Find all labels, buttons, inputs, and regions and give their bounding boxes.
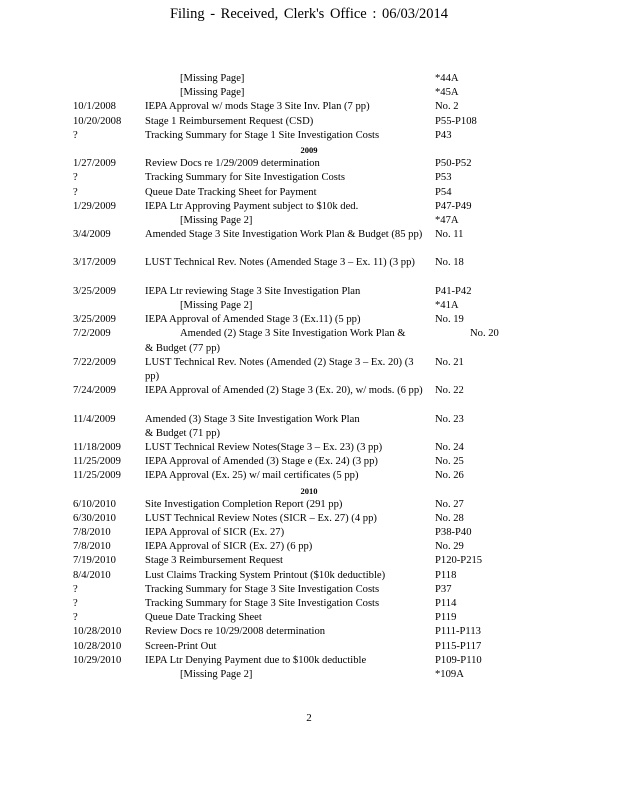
entry-description (180, 214, 465, 228)
entry-description (145, 611, 430, 625)
entry-reference: P37 (435, 583, 452, 595)
entry-date: 1/29/2009 (73, 200, 116, 212)
entry-description-text: IEPA Approval of Amended Stage 3 (Ex.11) (5 pp) (145, 314, 361, 326)
index-entry (0, 526, 618, 540)
entry-description (145, 186, 430, 200)
entry-reference: No. 19 (435, 314, 464, 326)
entry-reference: No. 2 (435, 101, 459, 113)
entry-description-text: Amended (3) Stage 3 Site Investigation Work Plan (145, 413, 360, 425)
entry-reference: No. 18 (435, 257, 464, 269)
entry-reference: No. 25 (435, 456, 464, 468)
entry-date: 3/25/2009 (73, 314, 116, 326)
entry-date: 7/22/2009 (73, 356, 116, 368)
entry-date: 10/28/2010 (73, 626, 122, 638)
entry-date: 3/4/2009 (73, 229, 111, 241)
entry-description-text: Tracking Summary for Site Investigation Costs (145, 172, 345, 184)
entry-description-text: Review Docs re 10/29/2008 determination (145, 626, 326, 638)
entry-date: 6/30/2010 (73, 512, 116, 524)
index-entry (0, 157, 618, 171)
index-entry (0, 115, 618, 129)
entry-description (145, 469, 430, 483)
entry-date: ? (73, 583, 78, 595)
year-label: 2009 (300, 144, 318, 155)
entry-reference: P115-P117 (435, 640, 482, 652)
entry-description (145, 100, 430, 114)
entry-description (145, 413, 430, 441)
year-heading (0, 484, 618, 498)
entry-reference: P41-P42 (435, 285, 472, 297)
entry-reference: No. 22 (435, 385, 464, 397)
entry-description-text: [Missing Page] (180, 73, 245, 84)
entry-description-text: LUST Technical Rev. Notes (Amended (2) Stage 3 – Ex. 20) (3 pp) (145, 356, 414, 382)
entry-description (145, 157, 430, 171)
entry-reference: No. 21 (435, 356, 464, 368)
entry-description (145, 526, 430, 540)
entry-date: 10/1/2008 (73, 101, 116, 113)
entry-description (145, 569, 430, 583)
entry-date: ? (73, 129, 78, 141)
index-entry (0, 214, 618, 228)
entry-description-text: Review Docs re 1/29/2009 determination (145, 158, 320, 170)
entry-date: 3/17/2009 (73, 257, 116, 269)
index-entry (0, 129, 618, 143)
index-entry (0, 86, 618, 100)
entry-date: 7/24/2009 (73, 385, 116, 397)
entry-description-text: IEPA Approval w/ mods Stage 3 Site Inv. Plan (7 pp) (145, 101, 370, 113)
entry-date: ? (73, 186, 78, 198)
entry-description (145, 597, 430, 611)
entry-description (145, 327, 430, 355)
entry-description (145, 625, 430, 639)
entry-reference: P119 (435, 612, 457, 624)
entry-reference: P54 (435, 186, 452, 198)
index-entry (0, 327, 618, 355)
year-heading (0, 143, 618, 157)
entry-reference: No. 29 (435, 541, 464, 553)
entry-description-text: Queue Date Tracking Sheet (145, 612, 262, 624)
entry-date: 10/28/2010 (73, 640, 122, 652)
entry-reference: P114 (435, 598, 457, 610)
entry-description (145, 654, 430, 668)
entry-description (145, 200, 430, 214)
entry-reference: No. 11 (435, 229, 464, 241)
index-entry (0, 654, 618, 668)
entry-reference: P55-P108 (435, 115, 477, 127)
entry-description (145, 285, 430, 299)
entry-description (145, 512, 430, 526)
entry-reference: No. 24 (435, 441, 464, 453)
index-entry (0, 668, 618, 682)
entry-description-text: [Missing Page 2] (180, 300, 253, 312)
entry-description (145, 129, 430, 143)
entry-description-text: IEPA Ltr Approving Payment subject to $10k ded. (145, 200, 359, 212)
index-entry (0, 256, 618, 284)
entry-date: 10/20/2008 (73, 115, 122, 127)
entry-description-text: IEPA Approval of Amended (3) Stage e (Ex. 24) (3 pp) (145, 456, 378, 468)
entry-description (145, 171, 430, 185)
index-entry (0, 171, 618, 185)
entry-description (145, 256, 430, 270)
index-entry (0, 469, 618, 483)
entry-reference: P111-P113 (435, 626, 481, 638)
entry-reference: P38-P40 (435, 527, 472, 539)
entry-reference: *109A (435, 668, 464, 680)
entry-description-continued: & Budget (71 pp) (145, 427, 221, 439)
index-entry (0, 441, 618, 455)
entry-description-text: [Missing Page 2] (180, 668, 253, 680)
entry-description-text: IEPA Ltr reviewing Stage 3 Site Investigation Plan (145, 285, 361, 297)
entry-description-text: IEPA Approval of SICR (Ex. 27) (6 pp) (145, 541, 313, 553)
index-entry (0, 384, 618, 412)
entry-description-text: LUST Technical Rev. Notes (Amended Stage 3 – Ex. 11) (3 pp) (145, 257, 415, 269)
entry-date: ? (73, 612, 78, 624)
index-entry (0, 285, 618, 299)
index-entry (0, 72, 618, 86)
entry-description (180, 72, 465, 86)
entry-reference: No. 28 (435, 512, 464, 524)
entry-description-text: Site Investigation Completion Report (291 pp) (145, 498, 343, 510)
entry-reference: *45A (435, 87, 459, 99)
entry-reference: P118 (435, 569, 457, 581)
entry-description (145, 384, 430, 398)
entry-description-text: Tracking Summary for Stage 3 Site Investigation Costs (145, 583, 380, 595)
entry-reference: P43 (435, 129, 452, 141)
index-entry (0, 512, 618, 526)
entry-date: 7/2/2009 (73, 328, 111, 340)
entry-date: 6/10/2010 (73, 498, 116, 510)
entry-reference: P47-P49 (435, 200, 472, 212)
entry-description (145, 455, 430, 469)
entry-description-text: IEPA Approval of Amended (2) Stage 3 (Ex. 20), w/ mods. (6 pp) (145, 385, 423, 397)
index-entry (0, 228, 618, 256)
index-entry (0, 554, 618, 568)
entry-reference: No. 27 (435, 498, 464, 510)
year-label: 2010 (300, 485, 318, 496)
entry-description (145, 540, 430, 554)
page-number: 2 (306, 712, 312, 724)
entry-description-text: Screen-Print Out (145, 640, 217, 652)
index-entry (0, 498, 618, 512)
index-entry (0, 313, 618, 327)
entry-reference: No. 23 (435, 413, 464, 425)
entry-description-text: Amended (2) Stage 3 Site Investigation Work Plan & (180, 328, 406, 340)
entry-description-text: Tracking Summary for Stage 3 Site Investigation Costs (145, 598, 380, 610)
entry-description (180, 299, 465, 313)
entry-date: 11/18/2009 (73, 441, 121, 453)
filing-index-list (0, 72, 618, 682)
entry-reference: *44A (435, 73, 459, 84)
entry-date: 1/27/2009 (73, 158, 116, 170)
index-entry (0, 583, 618, 597)
index-entry (0, 569, 618, 583)
entry-description-text: [Missing Page] (180, 87, 245, 99)
entry-description (145, 498, 430, 512)
entry-date: 11/25/2009 (73, 456, 121, 468)
index-entry (0, 299, 618, 313)
entry-date: ? (73, 598, 78, 610)
entry-description-text: Stage 3 Reimbursement Request (145, 555, 283, 567)
entry-description-text: LUST Technical Review Notes(Stage 3 – Ex. 23) (3 pp) (145, 441, 383, 453)
entry-description (145, 640, 430, 654)
entry-description (145, 356, 430, 384)
index-entry (0, 356, 618, 384)
index-entry (0, 455, 618, 469)
entry-reference: *41A (435, 300, 459, 312)
entry-description-text: Lust Claims Tracking System Printout ($10k deductible) (145, 569, 386, 581)
entry-description-text: IEPA Approval of SICR (Ex. 27) (145, 527, 285, 539)
index-entry (0, 640, 618, 654)
entry-description-text: LUST Technical Review Notes (SICR – Ex. 27) (4 pp) (145, 512, 377, 524)
entry-description (180, 86, 465, 100)
entry-description-text: Tracking Summary for Stage 1 Site Investigation Costs (145, 129, 380, 141)
entry-date: 10/29/2010 (73, 654, 122, 666)
index-entry (0, 540, 618, 554)
entry-reference: P120-P215 (435, 555, 483, 567)
index-entry (0, 413, 618, 441)
entry-description-text: Stage 1 Reimbursement Request (CSD) (145, 115, 314, 127)
entry-reference: No. 26 (435, 470, 464, 482)
entry-description (145, 228, 430, 242)
entry-description-text: [Missing Page 2] (180, 214, 253, 226)
index-entry (0, 625, 618, 639)
entry-date: 7/8/2010 (73, 541, 111, 553)
entry-date: 8/4/2010 (73, 569, 111, 581)
index-entry (0, 200, 618, 214)
entry-date: 7/19/2010 (73, 555, 116, 567)
entry-description-text: IEPA Approval (Ex. 25) w/ mail certificates (5 pp) (145, 470, 359, 482)
index-entry (0, 611, 618, 625)
entry-reference: No. 20 (470, 328, 499, 340)
entry-description-text: Queue Date Tracking Sheet for Payment (145, 186, 317, 198)
entry-description-continued: & Budget (77 pp) (145, 342, 221, 354)
entry-date: ? (73, 172, 78, 184)
entry-date: 11/4/2009 (73, 413, 116, 425)
entry-description (180, 668, 465, 682)
entry-description (145, 441, 430, 455)
entry-date: 11/25/2009 (73, 470, 121, 482)
entry-reference: *47A (435, 214, 459, 226)
document-header: Filing - Received, Clerk's Office : 06/03/2014 (169, 6, 449, 22)
index-entry (0, 597, 618, 611)
entry-date: 3/25/2009 (73, 285, 116, 297)
entry-description (145, 583, 430, 597)
index-entry (0, 186, 618, 200)
entry-description-text: Amended Stage 3 Site Investigation Work Plan & Budget (85 pp) (145, 229, 423, 241)
entry-description (145, 115, 430, 129)
entry-reference: P50-P52 (435, 158, 472, 170)
entry-reference: P53 (435, 172, 452, 184)
entry-description (145, 313, 430, 327)
entry-date: 7/8/2010 (73, 527, 111, 539)
entry-description-text: IEPA Ltr Denying Payment due to $100k deductible (145, 654, 367, 666)
entry-description (145, 554, 430, 568)
entry-reference: P109-P110 (435, 654, 482, 666)
index-entry (0, 100, 618, 114)
